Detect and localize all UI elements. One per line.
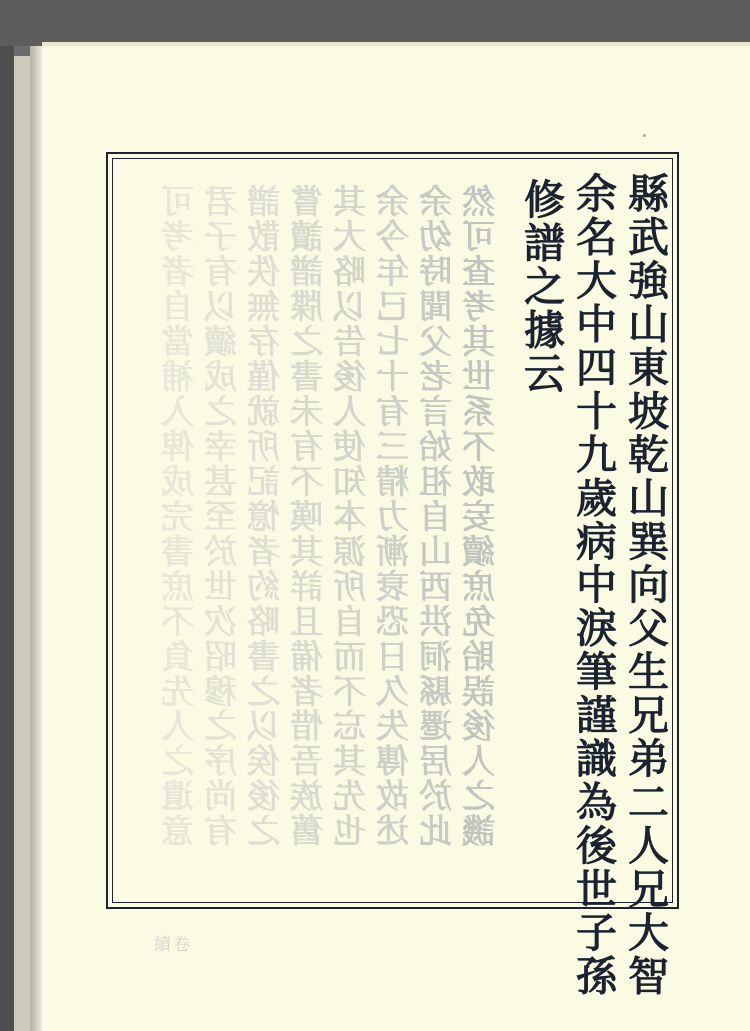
main-text-column-1: 縣武強山東坡乾山巽向父生兄弟二人兄大智	[622, 172, 668, 998]
show-through-column-8: 可考者自當補入俾成完書庶不負先人之遺意	[163, 184, 199, 849]
show-through-column-1: 然可查考其世系不敢妄續庶免貽誤後人之譏	[464, 184, 500, 849]
main-text-column-3: 修譜之據云	[518, 178, 564, 396]
show-through-column-3: 余今年已七十有三精力漸衰恐日久失傳故述	[378, 184, 414, 849]
scan-top-dark-band	[0, 0, 750, 46]
show-through-column-6: 譜散佚無存僅就所記憶者約略書之以俟後之	[249, 184, 285, 849]
scan-corner-fold	[14, 46, 30, 56]
show-through-column-2: 余幼時聞父老言始祖自山西洪洞縣遷居於此	[421, 184, 457, 849]
scan-left-gutter	[14, 0, 30, 1031]
scan-left-dark-band	[0, 0, 14, 1031]
main-text-column-2: 余名大中四十九歲病中淚筆謹識為後世子孫	[570, 172, 616, 998]
show-through-column-7: 君子有以續成之幸甚至於世次昭穆之序尚有	[206, 184, 242, 849]
scan-left-shadow	[30, 0, 42, 1031]
show-through-column-4: 其大略以告後人使知本源所自而不忘其先也	[335, 184, 371, 849]
bottom-faint-mark: 續卷	[154, 935, 192, 954]
paper-speck	[643, 134, 646, 137]
paper-sheet	[42, 46, 750, 1031]
show-through-column-5: 嘗讀譜牒之書未有不嘆其詳且備者惜吾族舊	[292, 184, 328, 849]
